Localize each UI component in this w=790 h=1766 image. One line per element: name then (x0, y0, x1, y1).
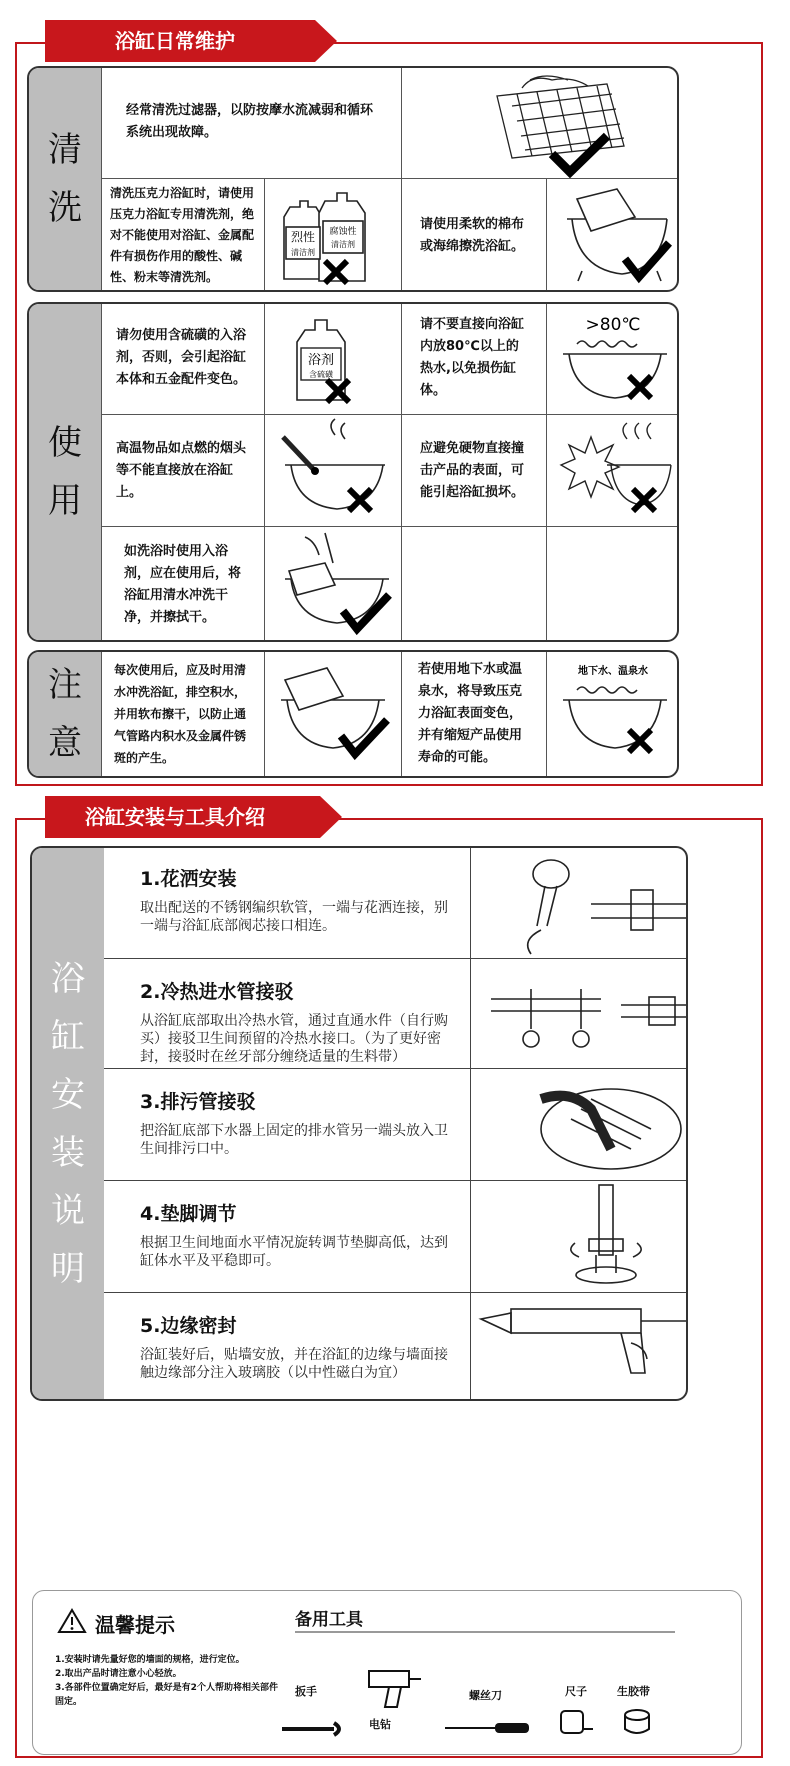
step-shower-image (470, 846, 688, 958)
tip-item: 1.安装时请先量好您的墙面的规格，进行定位。 (55, 1655, 245, 1665)
bottle2-label: 腐蚀性 (329, 227, 357, 237)
installation-label: 浴 缸 安 装 说 明 (32, 848, 104, 1399)
step-foot-adjust-image (470, 1180, 688, 1292)
daily-maintenance-banner: 浴缸日常维护 (45, 20, 315, 62)
ptfe-tape-icon (621, 1705, 657, 1741)
hot-water-image (546, 302, 679, 414)
hard-object-text: 应避免硬物直接撞击产品的表面，可能引起浴缸损坏。 (401, 414, 546, 526)
tape-measure-icon (555, 1707, 595, 1737)
drill-icon (365, 1663, 425, 1723)
after-use-image (264, 650, 401, 778)
hot-water-text: 请不要直接向浴缸内放80℃以上的热水,以免损伤缸体。 (401, 302, 546, 414)
step-water-pipes-image (470, 958, 688, 1068)
cleaner-bottles-image (264, 178, 401, 292)
cleaner-bottles-icon (265, 179, 402, 292)
empty-cell (546, 526, 679, 642)
cloth-tub-check-icon (265, 650, 402, 778)
bottle1-label: 烈性 (290, 230, 316, 244)
step-title: 4.垫脚调节 (140, 1203, 237, 1225)
cigarette-image (264, 414, 401, 526)
filter-cleaning-text: 经常清洗过滤器，以防按摩水流减弱和循环系统出现故障。 (101, 66, 401, 178)
tools-title: 备用工具 (295, 1610, 363, 1630)
step-drain-image (470, 1068, 688, 1180)
installation-banner: 浴缸安装与工具介绍 (45, 796, 320, 838)
cleaning-label: 清 洗 (29, 68, 101, 290)
tip-item: 2.取出产品时请注意小心轻放。 (55, 1669, 182, 1679)
temp-label: >80℃ (585, 315, 641, 335)
bath-agent-label: 浴剂 (307, 353, 335, 368)
sulfur-bottle-image (264, 302, 401, 414)
soft-cloth-image (546, 178, 679, 292)
wrench-icon (278, 1719, 348, 1739)
step-desc: 根据卫生间地面水平情况旋转调节垫脚高低，达到缸体水平及平稳即可。 (140, 1235, 448, 1269)
bathtub-cloth-check-icon (547, 179, 679, 292)
step-title: 2.冷热进水管接驳 (140, 981, 294, 1003)
step-water-pipes (104, 958, 470, 1068)
soft-cloth-text: 请使用柔软的棉布或海绵擦洗浴缸。 (401, 178, 546, 292)
spring-water-image (546, 650, 679, 778)
step-drain (104, 1068, 470, 1180)
tool-ruler-label: 尺子 (565, 1685, 587, 1698)
step-foot-adjust (104, 1180, 470, 1292)
spring-water-text: 若使用地下水或温泉水，将导致压克力浴缸表面变色，并有缩短产品使用寿命的可能。 (401, 650, 546, 778)
rinse-image (264, 526, 401, 642)
cleaning-group (27, 66, 679, 292)
tool-tape-label: 生胶带 (617, 1685, 650, 1698)
installation-group (30, 846, 688, 1401)
step-title: 1.花洒安装 (140, 868, 237, 890)
sulfur-bath-text: 请勿使用含硫磺的入浴剂，否则，会引起浴缸本体和五金配件变色。 (101, 302, 264, 414)
filter-brush-icon (402, 66, 679, 178)
step-title: 5.边缘密封 (140, 1315, 237, 1337)
shower-head-icon (471, 846, 688, 958)
hard-object-image (546, 414, 679, 526)
step-desc: 浴缸装好后，贴墙安放，并在浴缸的边缘与墙面接触边缘部分注入玻璃胶（以中性磁白为宜） (140, 1347, 448, 1381)
step-desc: 取出配送的不锈钢编织软管，一端与花洒连接，别一端与浴缸底部阀芯接口相连。 (140, 900, 448, 934)
bottle2-sub: 清洁剂 (331, 240, 355, 249)
tips-title: 温馨提示 (95, 1613, 175, 1637)
rinse-text: 如洗浴时使用入浴剂，应在使用后，将浴缸用清水冲洗干净，并擦拭干。 (101, 526, 264, 642)
tip-item: 3.各部件位置确定好后，最好是有2个人帮助将相关部件固定。 (55, 1683, 278, 1707)
caution-group (27, 650, 679, 778)
bath-agent-sub: 含硫磺 (309, 370, 333, 379)
tool-screwdriver-label: 螺丝刀 (469, 1689, 502, 1702)
step-edge-seal-image (470, 1292, 688, 1401)
screwdriver-icon (443, 1721, 533, 1735)
bottle1-sub: 清洁剂 (291, 248, 315, 257)
sulfur-bottle-icon (265, 302, 402, 414)
warning-icon (57, 1607, 87, 1635)
drain-pipe-icon (471, 1069, 688, 1181)
caution-label: 注 意 (29, 652, 101, 776)
tips-list (55, 1653, 285, 1709)
hot-water-tub-icon (547, 302, 679, 414)
spring-water-label: 地下水、温泉水 (578, 666, 648, 677)
caulking-gun-icon (471, 1293, 688, 1401)
tool-drill-label: 电钻 (369, 1718, 391, 1731)
step-shower (104, 846, 470, 958)
cigarette-tub-icon (265, 415, 402, 527)
spring-water-tub-icon (547, 650, 679, 778)
acrylic-cleaner-text: 清洗压克力浴缸时，请使用压克力浴缸专用清洗剂，绝对不能使用对浴缸、金属配件有损伤作用的酸性、碱性、粉末等清洗剂。 (101, 178, 264, 292)
empty-cell (401, 526, 546, 642)
adjustable-foot-icon (471, 1181, 688, 1293)
step-desc: 把浴缸底部下水器上固定的排水管另一端头放入卫生间排污口中。 (140, 1123, 448, 1157)
step-title: 3.排污管接驳 (140, 1091, 256, 1113)
usage-group (27, 302, 679, 642)
rinse-tub-icon (265, 527, 402, 642)
usage-label: 使 用 (29, 304, 101, 640)
tips-panel (32, 1590, 742, 1755)
tools-divider (295, 1631, 675, 1633)
step-desc: 从浴缸底部取出冷热水管，通过直通水件（自行购买）接驳卫生间预留的冷热水接口。（为了更好密封，接驳时在丝牙部分缠绕适量的生料带） (140, 1013, 448, 1065)
tool-wrench-label: 扳手 (295, 1685, 317, 1698)
cigarette-text: 高温物品如点燃的烟头等不能直接放在浴缸上。 (101, 414, 264, 526)
filter-image (401, 66, 679, 178)
impact-tub-icon (547, 415, 679, 527)
step-edge-seal (104, 1292, 470, 1401)
water-pipes-icon (471, 959, 688, 1069)
after-use-text: 每次使用后，应及时用清水冲洗浴缸，排空积水，并用软布擦干，以防止通气管路内积水及金属件锈斑的产生。 (101, 650, 264, 778)
